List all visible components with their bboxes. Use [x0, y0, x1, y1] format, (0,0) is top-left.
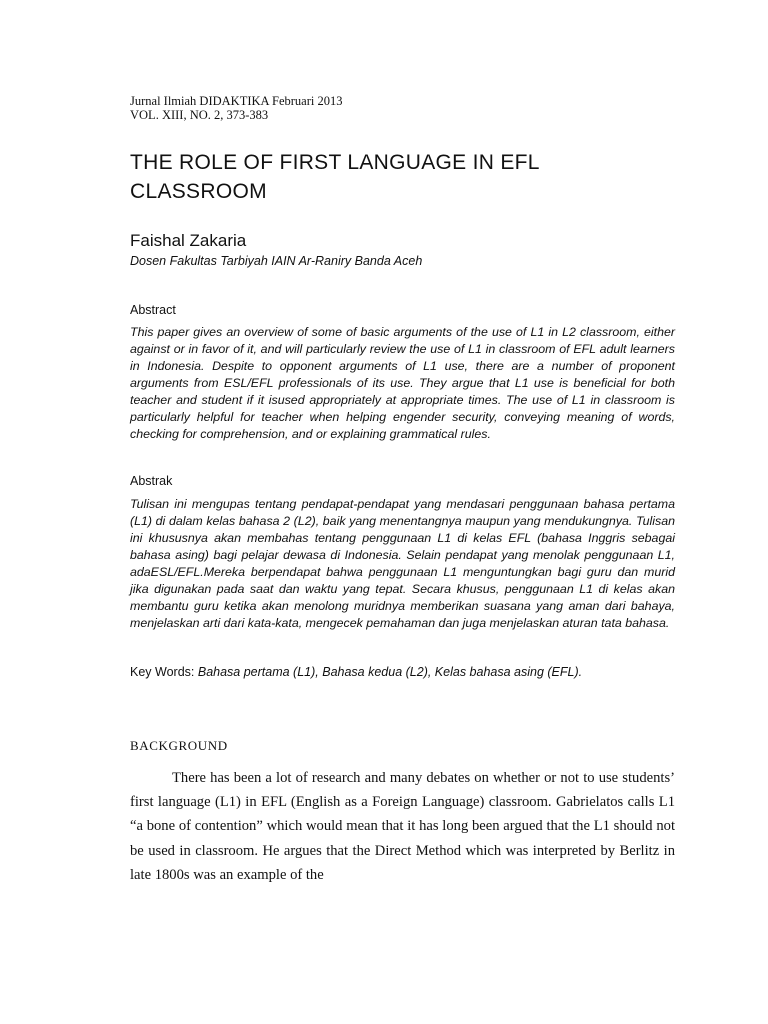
article-title: THE ROLE OF FIRST LANGUAGE IN EFL CLASSROOM	[130, 151, 539, 203]
keywords-label: Key Words:	[130, 665, 195, 679]
journal-name-line: Jurnal Ilmiah DIDAKTIKA Februari 2013	[130, 94, 343, 108]
author-name: Faishal Zakaria	[130, 231, 247, 250]
abstrak-heading: Abstrak	[130, 474, 173, 488]
keywords-text: Bahasa pertama (L1), Bahasa kedua (L2), Kelas bahasa asing (EFL).	[197, 665, 583, 679]
background-paragraph: There has been a lot of research and many debates on whether or not to use students’ first language (L1) in EFL (English as a Foreign Language) classroom. Gabrielatos calls L1 “a bone of contention” which would mean that it has long been argued that the L1 should not be used in classroom. He argues that the Direct Method which was interpreted by Berlitz in late 1800s was an example of the	[130, 770, 675, 883]
abstract-heading: Abstract	[130, 303, 176, 317]
journal-header	[130, 94, 342, 122]
abstrak-text: Tulisan ini mengupas tentang pendapat-pendapat yang mendasari penggunaan bahasa pertama (L1) di dalam kelas bahasa 2 (L2), baik yang menentangnya maupun yang mendukungnya. Tulisan ini khususnya akan membahas tentang penggunaan L1 di kelas EFL (bahasa Inggris sebagai bahasa asing) bagi pelajar dewasa di Indonesia. Selain pendapat yang menolak penggunaan L1, adaESL/EFL.Mereka berpendapat bahwa penggunaan L1 menguntungkan bagi guru dan murid jika digunakan pada saat dan waktu yang tepat. Secara khusus, penggunaan L1 di kelas akan membantu guru ketika akan menolong muridnya memberikan suasana yang aman dari bahaya, menjelaskan arti dari kata-kata, mengecek pemahaman dan juga menjelaskan aturan tata bahasa.	[130, 497, 675, 630]
author-affiliation: Dosen Fakultas Tarbiyah IAIN Ar-Raniry Banda Aceh	[130, 254, 423, 268]
background-heading: BACKGROUND	[130, 738, 228, 753]
keywords-line	[130, 664, 675, 681]
abstract-text: This paper gives an overview of some of basic arguments of the use of L1 in L2 classroom, either against or in favor of it, and will particularly review the use of L1 in classroom of EFL adult learners in Indonesia. Despite to opponent arguments of L1 use, there are a number of proponent arguments from ESL/EFL professionals of its use. They argue that L1 use is beneficial for both teacher and student if it isused appropriately at appropriate times. The use of L1 in classroom is particularly helpful for teacher when helping engender security, conveying meaning of words, checking for comprehension, and or explaining grammatical rules.	[130, 325, 675, 441]
journal-volume-line: VOL. XIII, NO. 2, 373-383	[130, 108, 269, 122]
